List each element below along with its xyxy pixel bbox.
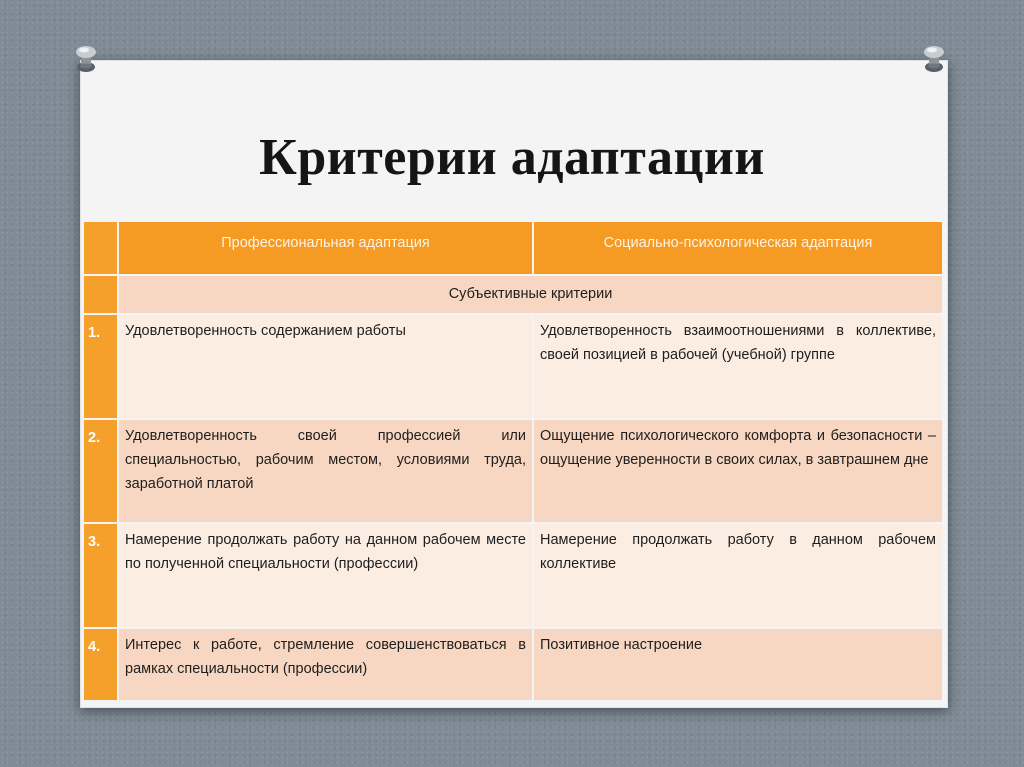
table-corner-cell [84, 222, 117, 274]
row-professional: Намерение продолжать работу на данном рабочем месте по полученной специальности (профессии) [119, 524, 532, 627]
row-social: Позитивное настроение [534, 629, 942, 700]
criteria-table [84, 222, 942, 700]
row-number: 4. [84, 629, 117, 700]
row-number: 1. [84, 315, 117, 418]
row-professional: Интерес к работе, стремление совершенствоваться в рамках специальности (профессии) [119, 629, 532, 700]
subheader-number-cell [84, 276, 117, 313]
row-social: Удовлетворенность взаимоотношениями в коллективе, своей позицией в рабочей (учебной) группе [534, 315, 942, 418]
row-social: Ощущение психологического комфорта и безопасности – ощущение уверенности в своих силах, в завтрашнем дне [534, 420, 942, 522]
slide-title: Критерии адаптации [259, 129, 765, 186]
thumbtack-icon [66, 40, 102, 76]
thumbtack-icon [918, 40, 954, 76]
subheader-subjective: Субъективные критерии [119, 276, 942, 313]
row-social: Намерение продолжать работу в данном рабочем коллективе [534, 524, 942, 627]
row-number: 3. [84, 524, 117, 627]
header-social: Социально-психологическая адаптация [534, 222, 942, 274]
row-number: 2. [84, 420, 117, 522]
header-professional: Профессиональная адаптация [119, 222, 532, 274]
row-professional: Удовлетворенность содержанием работы [119, 315, 532, 418]
row-professional: Удовлетворенность своей профессией или специальностью, рабочим местом, условиями труда, заработной платой [119, 420, 532, 522]
